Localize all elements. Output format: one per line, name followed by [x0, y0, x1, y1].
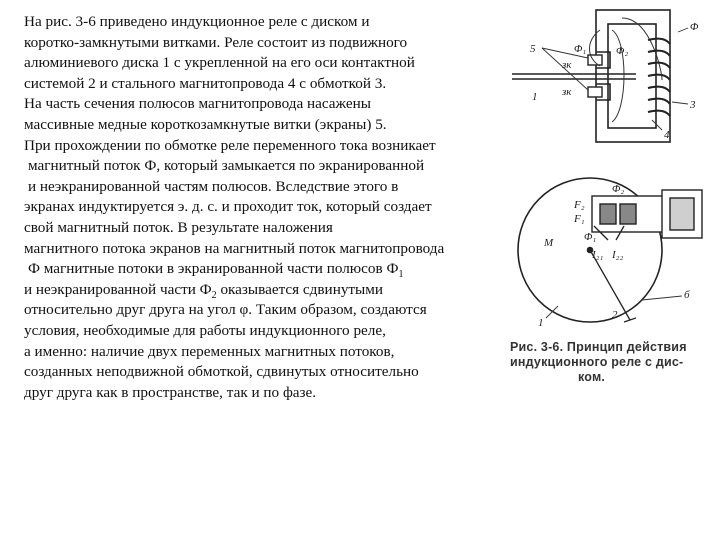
text-line-6: массивные медные короткозамкнутые витки (экраны) 5. [24, 115, 387, 133]
pole-section-1 [600, 204, 616, 224]
coil [648, 39, 670, 116]
text-line-17: а именно: наличие двух переменных магнитных потоков, [24, 342, 395, 360]
shield-upper [588, 55, 602, 65]
label-phi-top: Φ [690, 21, 699, 33]
label-phi1-top: Φ₁ [574, 43, 587, 55]
label-5-top: 5 [530, 43, 536, 55]
text-line-14 [24, 280, 524, 301]
label-phi2-top: Φ₂ [616, 45, 629, 57]
label-zk2: зк [562, 86, 572, 98]
coil-turn-7 [648, 111, 670, 116]
text-line-16: условия, необходимые для работы индукционного реле, [24, 321, 386, 339]
text-line-13-main: Ф магнитные потоки в экранированной части полюсов Ф [28, 260, 399, 278]
caption-line-3: ком. [578, 370, 606, 384]
label-m: M [544, 237, 554, 249]
caption-line-2: индукционного реле с дис- [510, 355, 684, 369]
magnet-block [592, 190, 702, 238]
coil-turn-5 [648, 87, 670, 92]
label-6: б [684, 289, 690, 301]
label-f2: F₂ [574, 199, 585, 211]
text-line-10: экранах индуктируется э. д. с. и проходит ток, который создает [24, 198, 432, 216]
text-line-1: На рис. 3-6 приведено индукционное реле с диском и [24, 13, 370, 30]
label-1-top: 1 [532, 91, 538, 103]
label-zk: зк [562, 59, 572, 71]
text-line-15: относительно друг друга на угол φ. Таким образом, создаются [24, 301, 427, 319]
text-line-7: При прохождении по обмотке реле переменного тока возникает [24, 136, 436, 154]
shields-top [588, 55, 602, 97]
text-line-8: магнитный поток Ф, который замыкается по экранированной [28, 157, 425, 175]
label-1-bottom: 1 [538, 317, 544, 329]
text-line-9: и неэкранированной частям полюсов. Вследствие этого в [28, 177, 399, 195]
magnetic-core [596, 10, 670, 142]
label-3: 3 [690, 99, 696, 111]
subscript-1: 1 [398, 269, 404, 281]
label-phi2-bottom: Φ₂ [612, 183, 625, 195]
text-line-2: коротко-замкнутыми витками. Реле состоит из подвижного [24, 33, 408, 51]
text-line-3: алюминиевого диска 1 с укрепленной на его оси контактной [24, 54, 415, 72]
text-line-19: друг друга как в пространстве, так и по фазе. [24, 383, 317, 401]
text-line-14-tail: оказывается сдвинутыми [216, 280, 383, 298]
text-line-12: магнитного потока экранов на магнитный поток магнитопровода [24, 239, 445, 257]
caption-line-1: Рис. 3-6. Принцип действия [510, 340, 687, 354]
label-i22: I₂₂ [612, 249, 624, 261]
contact-system [590, 226, 636, 322]
coil-turn-4 [648, 75, 670, 80]
label-f1: F₁ [574, 213, 585, 225]
coil-turn-2 [648, 51, 670, 56]
text-line-18: созданных неподвижной обмоткой, сдвинутых относительно [24, 363, 419, 381]
text-line-14-main: и неэкранированной части Ф [24, 280, 212, 298]
text-line-4: системой 2 и стального магнитопровода 4 с обмоткой 3. [24, 74, 387, 92]
text-line-11: свой магнитный поток. В результате наложения [24, 218, 333, 236]
contact-tip [624, 318, 636, 322]
pole-section-2 [620, 204, 636, 224]
flux-lines-top [590, 18, 663, 122]
disc-edge-top [512, 74, 636, 79]
label-i21: I₂₁ [592, 249, 604, 261]
flux-loop-2 [612, 30, 624, 122]
text-line-5: На часть сечения полюсов магнитопровода насажены [24, 95, 371, 113]
coil-turn-6 [648, 99, 670, 104]
text-line-13 [24, 259, 524, 280]
figure-caption [510, 340, 720, 385]
leader-phi [678, 28, 688, 32]
leader-3 [672, 102, 688, 104]
subscript-2: 2 [211, 289, 217, 301]
body-text [24, 12, 524, 403]
shield-lower [588, 87, 602, 97]
label-phi1-bottom: Φ₁ [584, 231, 597, 243]
core-outer [596, 10, 670, 142]
label-4: 4 [664, 129, 670, 141]
label-2: 2 [612, 309, 618, 321]
leader-6 [642, 296, 682, 300]
core-hatch [670, 198, 694, 230]
